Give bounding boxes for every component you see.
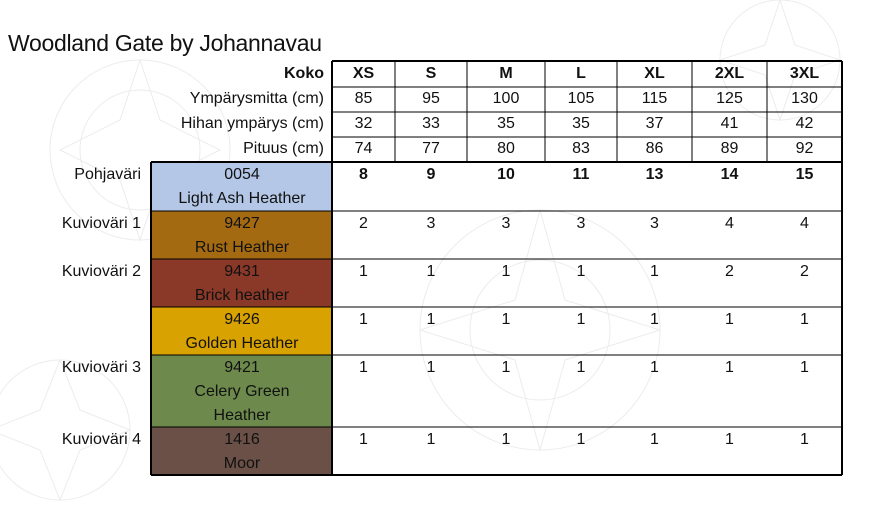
measurement-value: 42 xyxy=(795,115,814,132)
size-header-cell: L xyxy=(576,65,586,82)
skein-count: 1 xyxy=(725,359,734,376)
skein-count: 3 xyxy=(576,215,586,232)
size-header-cell: M xyxy=(499,65,513,82)
skein-count: 1 xyxy=(725,311,734,328)
measurement-value: 35 xyxy=(497,115,515,132)
skein-count: 1 xyxy=(359,311,368,328)
skein-count: 4 xyxy=(800,215,809,232)
measurement-value: 33 xyxy=(422,115,440,132)
size-header-cell: XL xyxy=(644,65,665,82)
yarn-code: 9431 xyxy=(224,263,260,280)
yarn-name: Heather xyxy=(213,407,271,424)
skein-count: 13 xyxy=(645,166,664,183)
skein-count: 2 xyxy=(359,215,368,232)
yarn-label xyxy=(152,260,332,308)
skein-count: 3 xyxy=(650,215,659,232)
skein-count: 8 xyxy=(359,166,368,183)
yarn-role-label: Kuvioväri 2 xyxy=(61,263,141,280)
yarn-label xyxy=(152,428,332,476)
yarn-name: Brick heather xyxy=(194,287,290,304)
measurement-value: 86 xyxy=(645,140,664,157)
yarn-label xyxy=(152,212,332,260)
skein-count: 1 xyxy=(576,359,586,376)
measurement-label: Hihan ympärys (cm) xyxy=(180,115,324,132)
measurement-value: 80 xyxy=(497,140,515,157)
yarn-label xyxy=(152,308,332,356)
measurement-value: 83 xyxy=(572,140,590,157)
skein-count: 4 xyxy=(725,215,734,232)
skein-count: 1 xyxy=(359,263,368,280)
measurement-label: Pituus (cm) xyxy=(243,140,324,157)
size-header-cell: 3XL xyxy=(789,65,820,82)
size-header-cell: XS xyxy=(352,65,375,82)
skein-count: 1 xyxy=(426,311,436,328)
skein-count: 1 xyxy=(501,263,511,280)
measurement-value: 130 xyxy=(791,90,818,107)
skein-count: 1 xyxy=(650,311,659,328)
measurement-value: 92 xyxy=(795,140,814,157)
measurement-value: 74 xyxy=(354,140,373,157)
yarn-label xyxy=(152,356,332,428)
yarn-code: 9427 xyxy=(224,215,260,232)
skein-count: 1 xyxy=(800,359,809,376)
skein-count: 1 xyxy=(576,311,586,328)
yarn-name: Golden Heather xyxy=(185,335,299,352)
measurement-label: Ympärysmitta (cm) xyxy=(189,90,324,107)
skein-count: 1 xyxy=(426,359,436,376)
yarn-code: 9426 xyxy=(224,311,260,328)
yarn-code: 1416 xyxy=(224,431,260,448)
skein-count: 1 xyxy=(725,431,734,448)
yarn-code: 9421 xyxy=(224,359,260,376)
skein-count: 1 xyxy=(800,431,809,448)
yarn-role-label: Kuvioväri 4 xyxy=(61,431,141,448)
skein-count: 1 xyxy=(576,431,586,448)
skein-count: 14 xyxy=(720,166,739,183)
skein-count: 1 xyxy=(576,263,586,280)
yarn-name: Celery Green xyxy=(194,383,290,400)
yarn-role-label: Pohjaväri xyxy=(74,166,141,183)
skein-count: 11 xyxy=(572,166,590,183)
skein-count: 1 xyxy=(650,359,659,376)
yarn-label xyxy=(152,163,332,211)
yarn-role-label: Kuvioväri 1 xyxy=(61,215,141,232)
measurement-value: 125 xyxy=(716,90,743,107)
size-header-label: Koko xyxy=(284,65,324,82)
size-header-cell: S xyxy=(425,65,437,82)
yarn-code: 0054 xyxy=(224,166,260,183)
skein-count: 15 xyxy=(795,166,814,183)
skein-count: 1 xyxy=(359,431,368,448)
skein-count: 1 xyxy=(501,359,511,376)
yarn-name: Rust Heather xyxy=(194,239,290,256)
skein-count: 1 xyxy=(501,311,511,328)
measurement-value: 100 xyxy=(492,90,520,107)
measurement-value: 89 xyxy=(720,140,739,157)
skein-count: 1 xyxy=(800,311,809,328)
yarn-role-label: Kuvioväri 3 xyxy=(61,359,141,376)
skein-count: 3 xyxy=(501,215,511,232)
skein-count: 1 xyxy=(359,359,368,376)
skein-count: 9 xyxy=(426,166,436,183)
skein-count: 10 xyxy=(497,166,515,183)
measurement-value: 41 xyxy=(720,115,739,132)
measurement-value: 32 xyxy=(354,115,373,132)
measurement-value: 105 xyxy=(567,90,595,107)
skein-count: 3 xyxy=(426,215,436,232)
measurement-value: 77 xyxy=(422,140,440,157)
page-title: Woodland Gate by Johannavau xyxy=(8,30,322,56)
skein-count: 1 xyxy=(426,431,436,448)
skein-count: 2 xyxy=(800,263,809,280)
measurement-value: 35 xyxy=(572,115,590,132)
skein-count: 2 xyxy=(725,263,734,280)
skein-count: 1 xyxy=(650,263,659,280)
measurement-value: 95 xyxy=(422,90,440,107)
size-header-cell: 2XL xyxy=(714,65,745,82)
measurement-value: 37 xyxy=(645,115,664,132)
yarn-name: Light Ash Heather xyxy=(178,190,306,207)
skein-count: 1 xyxy=(650,431,659,448)
skein-count: 1 xyxy=(426,263,436,280)
measurement-value: 115 xyxy=(641,90,668,107)
measurement-value: 85 xyxy=(354,90,373,107)
yarn-name: Moor xyxy=(223,455,261,472)
skein-count: 1 xyxy=(501,431,511,448)
